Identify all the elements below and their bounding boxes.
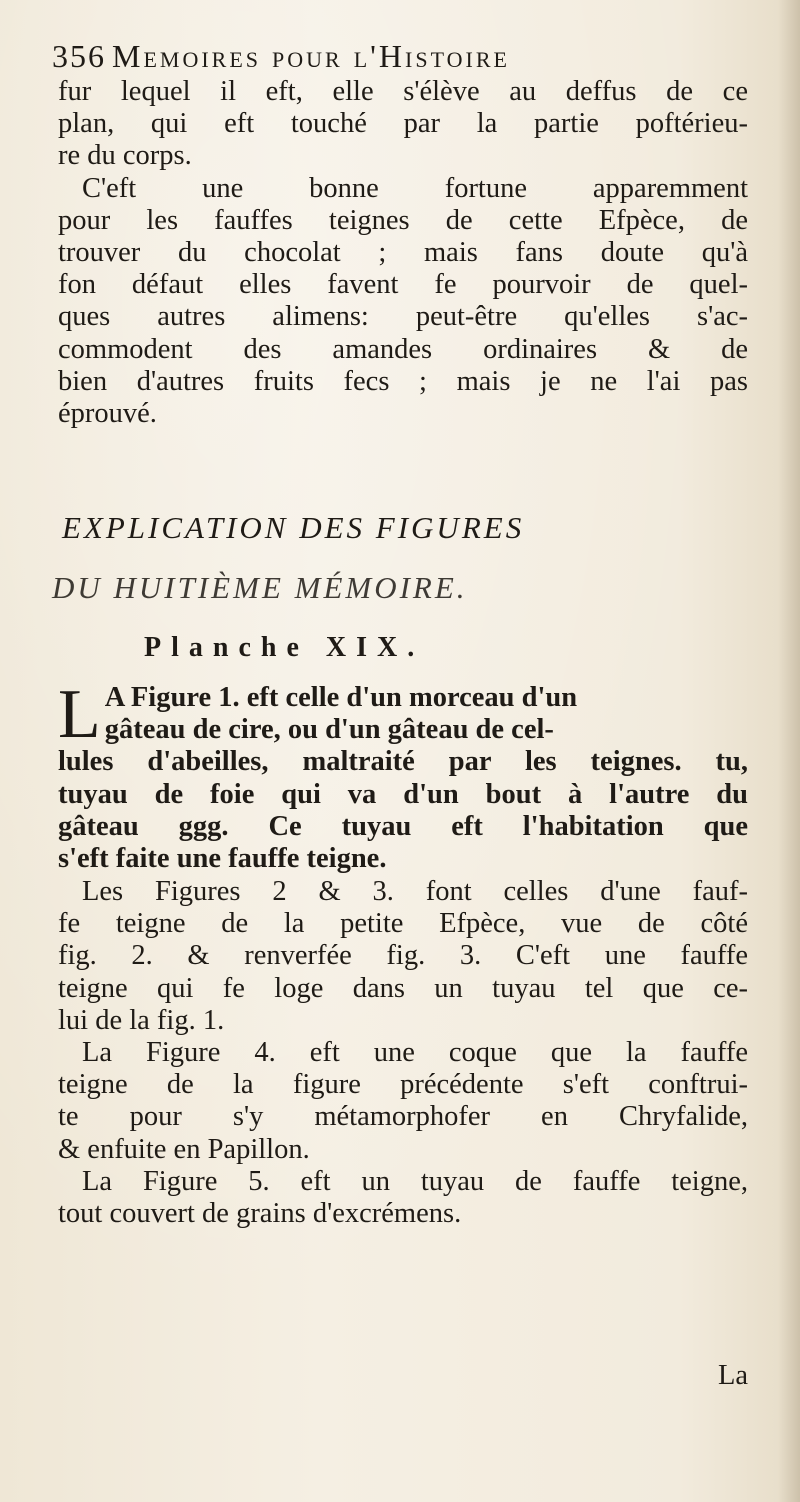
text-line: gâteau de cire, ou d'un gâteau de cel-: [104, 714, 554, 746]
catchword: La: [718, 1360, 749, 1391]
text-line: fig. 2. & renverfée fig. 3. C'eft une fauffe: [58, 940, 748, 972]
text-line: tout couvert de grains d'excrémens.: [58, 1197, 462, 1229]
text-line: tuyau de foie qui va d'un bout à l'autre du: [58, 778, 748, 810]
text-line: lui de la fig. 1.: [58, 1004, 225, 1036]
text-line: plan, qui eft touché par la partie poftérieu-: [58, 108, 748, 140]
text-line: commodent des amandes ordinaires & de: [58, 333, 748, 365]
text-line: éprouvé.: [58, 397, 157, 429]
running-title: Memoires pour l'Histoire: [112, 38, 510, 74]
text-line: trouver du chocolat ; mais fans doute qu'à: [58, 236, 748, 268]
text-line: gâteau ggg. Ce tuyau eft l'habitation que: [58, 810, 748, 842]
page-header: [52, 38, 752, 78]
text-line: La Figure 5. eft un tuyau de fauffe teigne,: [82, 1165, 748, 1197]
text-line: te pour s'y métamorphofer en Chryfalide,: [58, 1101, 748, 1133]
text-line: fon défaut elles favent fe pourvoir de quel-: [58, 269, 748, 301]
text-line: teigne de la figure précédente s'eft conftrui-: [58, 1069, 748, 1101]
text-line: Les Figures 2 & 3. font celles d'une fauf-: [82, 876, 748, 907]
text-line: fur lequel il eft, elle s'élève au deffus de ce: [58, 76, 748, 107]
paragraph-figure-1: [58, 676, 748, 875]
text-line: La Figure 4. eft une coque que la fauffe: [82, 1036, 748, 1068]
text-line: re du corps.: [58, 140, 192, 172]
text-line: ques autres alimens: peut-être qu'elles s'ac-: [58, 301, 748, 333]
text-line: lules d'abeilles, maltraité par les teignes. tu,: [58, 746, 748, 778]
text-line: bien d'autres fruits fecs ; mais je ne l'ai pas: [58, 365, 748, 397]
paragraph-figures-2-5: [58, 876, 748, 1230]
section-title: EXPLICATION DES FIGURES: [62, 510, 525, 545]
page-edge-shadow: [778, 0, 800, 1502]
text-line: s'eft faite une fauffe teigne.: [58, 842, 387, 874]
text-line: C'eft une bonne fortune apparemment: [82, 172, 748, 204]
page-number: 356: [52, 38, 106, 74]
text-line: & enfuite en Papillon.: [58, 1133, 310, 1165]
text-line: pour les fauffes teignes de cette Efpèce, de: [58, 204, 748, 236]
text-line: fe teigne de la petite Efpèce, vue de côté: [58, 908, 748, 940]
text-line: A Figure 1. eft celle d'un morceau d'un: [104, 682, 578, 713]
drop-cap: L: [58, 676, 101, 753]
plate-heading: Planche XIX.: [144, 632, 425, 663]
text-line: teigne qui fe loge dans un tuyau tel que ce-: [58, 972, 748, 1004]
paragraph-chocolat: [58, 76, 748, 430]
section-subtitle: DU HUITIÈME MÉMOIRE.: [52, 570, 468, 605]
